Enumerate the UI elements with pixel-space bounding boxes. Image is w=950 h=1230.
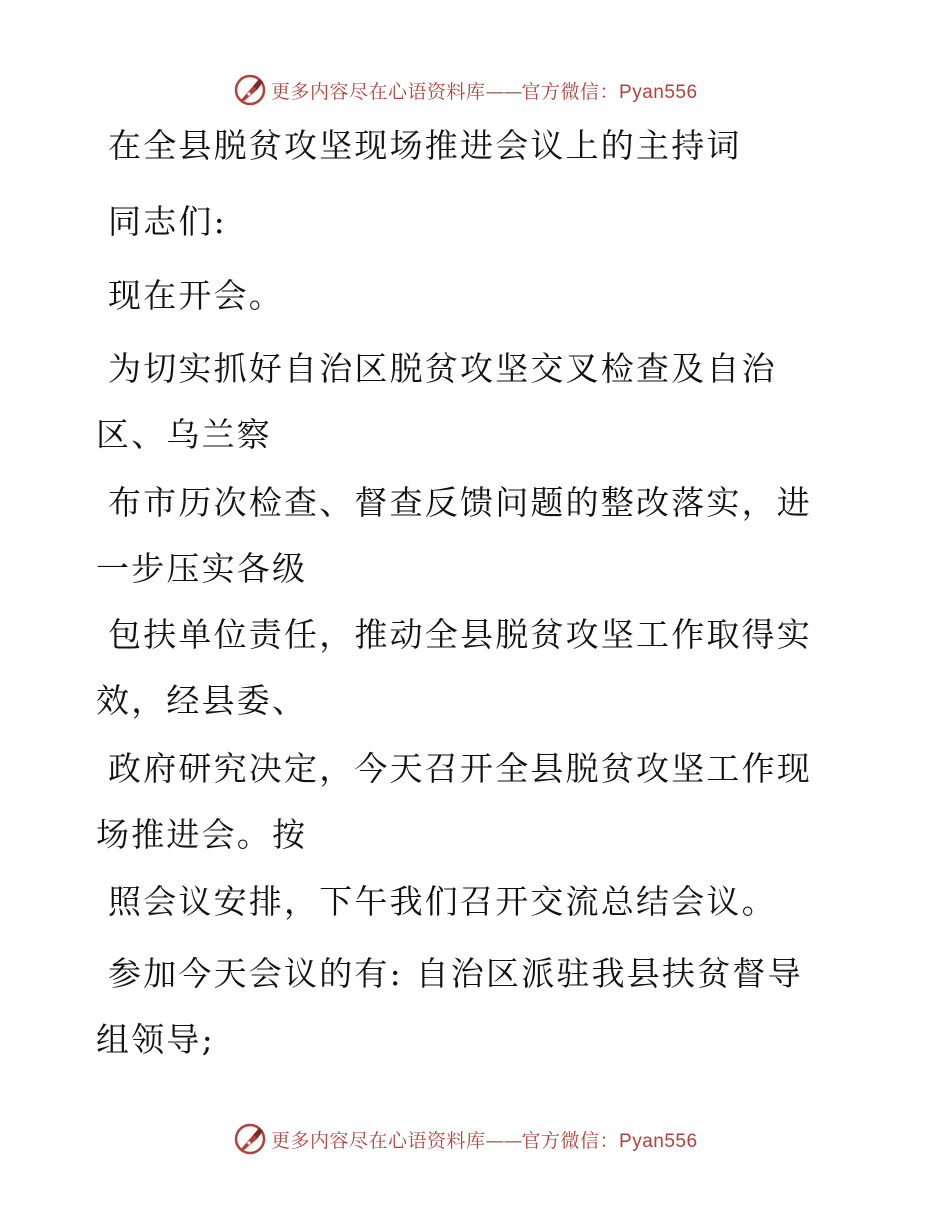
paragraph-body-3: 包扶单位责任，推动全县脱贫攻坚工作取得实效，经县委、 [96,615,812,720]
banner-text: 更多内容尽在心语资料库——官方微信：Pyan556 [271,1129,698,1152]
paragraph-body-5: 照会议安排，下午我们召开交流总结会议。 [108,882,777,921]
pen-nib-logo-icon [233,73,267,107]
paragraph-attendees: 参加今天会议的有: 自治区派驻我县扶贫督导组领导; [96,954,803,1059]
paragraph-body-4: 政府研究决定，今天召开全县脱贫攻坚工作现场推进会。按 [96,749,812,854]
paragraph-body-2: 布市历次检查、督查反馈问题的整改落实，进一步压实各级 [96,483,812,588]
paragraph-body-1: 为切实抓好自治区脱贫攻坚交叉检查及自治区、乌兰察 [96,349,777,454]
banner-text: 更多内容尽在心语资料库——官方微信：Pyan556 [271,80,698,103]
footer-watermark-banner [233,1122,698,1156]
header-watermark-banner [233,73,698,107]
document-title: 在全县脱贫攻坚现场推进会议上的主持词 [108,126,742,165]
pen-nib-logo-icon [233,1122,267,1156]
paragraph-opening: 现在开会。 [108,276,284,315]
paragraph-greeting: 同志们: [108,202,227,241]
